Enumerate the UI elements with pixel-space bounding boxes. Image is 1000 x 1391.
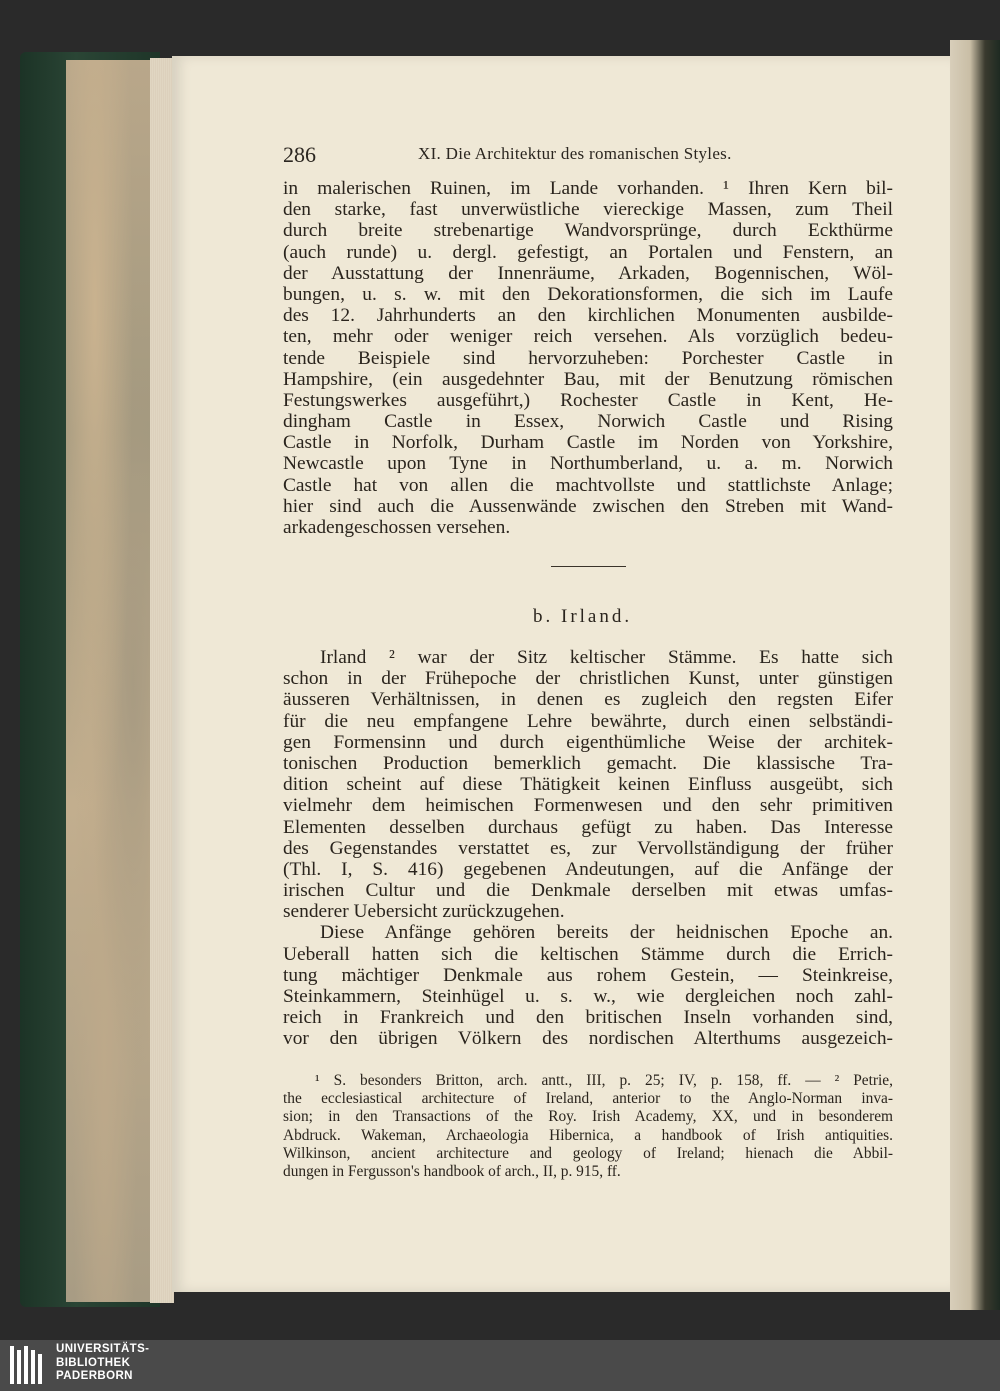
library-logo-text [56, 1343, 149, 1384]
marbled-endpaper [66, 60, 162, 1302]
text-line: hier sind auch die Aussenwände zwischen den Streben mit Wand- [283, 495, 893, 517]
text-line: Castle hat von allen die machtvollste und stattlichste Anlage; [283, 474, 893, 496]
logo-line: UNIVERSITÄTS- [56, 1343, 150, 1355]
footnote-line: the ecclesiastical architecture of Ireland, anterior to the Anglo-Norman inva- [283, 1090, 893, 1108]
text-line: bungen, u. s. w. mit den Dekorationsformen, die sich im Laufe [283, 283, 893, 305]
text-line: gen Formensinn und durch eigenthümliche Weise der architek- [283, 731, 893, 753]
text-line: irischen Cultur und die Denkmale derselben mit etwas umfas- [283, 880, 893, 902]
text-line: den starke, fast unverwüstliche viereckige Massen, zum Theil [283, 199, 893, 221]
text-line: tonischen Production bemerklich gemacht. Die klassische Tra- [283, 752, 893, 774]
footnote-line: sion; in den Transactions of the Roy. Irish Academy, XX, und in besonderem [283, 1108, 893, 1126]
text-line: Steinkammern, Steinhügel u. s. w., wie dergleichen noch zahl- [283, 986, 893, 1007]
text-line: Castle in Norfolk, Durham Castle im Norden von Yorkshire, [283, 432, 893, 454]
text-line: dition scheint auf diese Thätigkeit keinen Einfluss ausgeübt, sich [283, 774, 893, 796]
text-line: (Thl. I, S. 416) gegebenen Andeutungen, auf die Anfänge der [283, 858, 893, 880]
text-line: der Ausstattung der Innenräume, Arkaden, Bogennischen, Wöl- [283, 262, 893, 284]
text-line: schon in der Frühepoche der christlichen Kunst, unter günstigen [283, 668, 893, 690]
right-page-edge [950, 40, 1000, 1310]
library-logo-icon [8, 1344, 48, 1386]
text-line: des 12. Jahrhunderts an den kirchlichen Monumenten ausbilde- [283, 305, 893, 327]
logo-line: BIBLIOTHEK [56, 1356, 131, 1369]
text-line: arkadengeschossen versehen. [283, 517, 511, 538]
text-line: Diese Anfänge gehören bereits der heidnischen Epoche an. [320, 922, 893, 944]
text-line: Hampshire, (ein ausgedehnter Bau, mit der Benutzung römischen [283, 368, 893, 390]
page-edges [150, 58, 174, 1303]
footnote-line: Abdruck. Wakeman, Archaeologia Hibernica, a handbook of Irish antiquities. [283, 1126, 893, 1144]
text-line: ten, mehr oder weniger reich versehen. Als vorzüglich bedeu- [283, 326, 893, 348]
text-line: in malerischen Ruinen, im Lande vorhanden. ¹ Ihren Kern bil- [283, 178, 893, 199]
text-line: äusseren Verhältnissen, in denen es zugleich den regsten Eifer [283, 689, 893, 711]
text-line: Elementen desselben durchaus gefügt zu haben. Das Interesse [283, 816, 893, 838]
page-number: 286 [283, 142, 316, 167]
paragraph-irland [283, 647, 893, 1050]
logo-line: PADERBORN [56, 1370, 133, 1382]
text-line: (auch runde) u. dergl. gefestigt, an Portalen und Fenstern, an [283, 241, 893, 263]
page-header [283, 142, 883, 166]
section-heading: b. Irland. [533, 606, 633, 627]
text-line: für die neu empfangene Lehre bewährte, durch einen selbständi- [283, 710, 893, 732]
footnote-line: Wilkinson, ancient architecture and geology of Ireland; hienach die Abbil- [283, 1144, 893, 1162]
text-line: reich in Frankreich und den britischen Inseln vorhanden sind, [283, 1007, 893, 1029]
footer-bar [0, 1340, 1000, 1391]
text-line: tende Beispiele sind hervorzuheben: Porchester Castle in [283, 347, 893, 369]
text-line: Irland ² war der Sitz keltischer Stämme. Es hatte sich [320, 647, 893, 668]
text-line: senderer Uebersicht zurückzugehen. [283, 901, 565, 923]
section-divider [551, 566, 626, 567]
text-line: Festungswerkes ausgeführt,) Rochester Castle in Kent, He- [283, 389, 893, 411]
text-line: des Gegenstandes verstattet es, zur Vervollständigung der früher [283, 837, 893, 859]
text-line: tung mächtiger Denkmale aus rohem Gestein, — Steinkreise, [283, 964, 893, 986]
text-line: durch breite strebenartige Wandvorsprünge, durch Eckthürme [283, 220, 893, 242]
footnote-line: dungen in Fergusson's handbook of arch., II, p. 915, ff. [283, 1162, 621, 1180]
footnotes [283, 1072, 893, 1181]
text-line: vielmehr dem heimischen Formenwesen und den sehr primitiven [283, 795, 893, 817]
text-line: Ueberall hatten sich die keltischen Stämme durch die Errich- [283, 943, 893, 965]
running-head: XI. Die Architektur des romanischen Styles. [418, 144, 732, 163]
text-line: dingham Castle in Essex, Norwich Castle und Rising [283, 411, 893, 433]
paragraph-castles [283, 178, 893, 538]
footnote-line: ¹ S. besonders Britton, arch. antt., III, p. 25; IV, p. 158, ff. — ² Petrie, [315, 1072, 893, 1089]
text-line: Newcastle upon Tyne in Northumberland, u. a. m. Norwich [283, 453, 893, 475]
text-line: vor den übrigen Völkern des nordischen Alterthums ausgezeich- [283, 1028, 893, 1050]
